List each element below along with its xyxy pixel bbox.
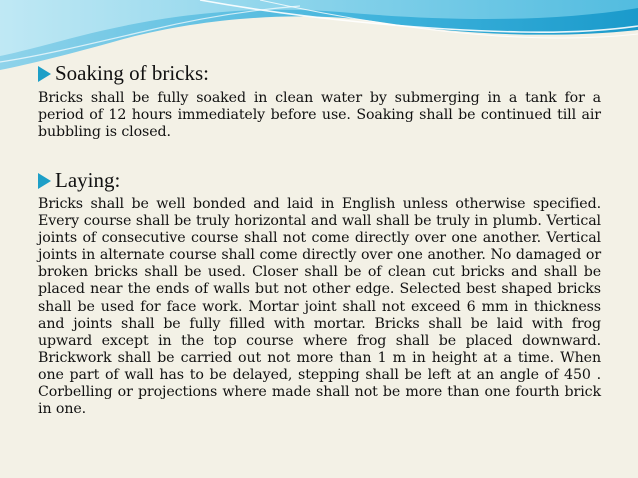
paragraph-laying: Bricks shall be well bonded and laid in English unless otherwise specified. Every course shall be truly horizontal and wall shall be truly in plumb. Vertical joints of consecutive course shall not come directly over one another. Vertical joints in alternate course shall come directly over one another. No damaged or broken bricks shall be used. Closer shall be of clean cut bricks and shall be placed near the ends of walls but not other edge. Selected best shaped bricks shall be used for face work. Mortar joint shall not exceed 6 mm in thickness and joints shall be fully filled with mortar. Bricks shall be laid with frog upward except in the top course where frog shall be placed downward. Brickwork shall be carried out not more than 1 m in height at a time. When one part of wall has to be delayed, stepping shall be left at an angle of 450 . Corbelling or projections where made shall not be more than one fourth brick in one. — [38, 196, 601, 418]
arrow-bullet-icon — [38, 66, 51, 82]
paragraph-soaking: Bricks shall be fully soaked in clean water by submerging in a tank for a period of 12 hours immediately before use. Soaking shall be continued till air bubbling is closed. — [38, 90, 601, 141]
arrow-bullet-icon — [38, 173, 51, 189]
heading-laying-text: Laying: — [55, 168, 121, 192]
heading-laying — [38, 168, 120, 193]
heading-soaking-text: Soaking of bricks: — [55, 61, 209, 85]
heading-soaking — [38, 61, 209, 86]
